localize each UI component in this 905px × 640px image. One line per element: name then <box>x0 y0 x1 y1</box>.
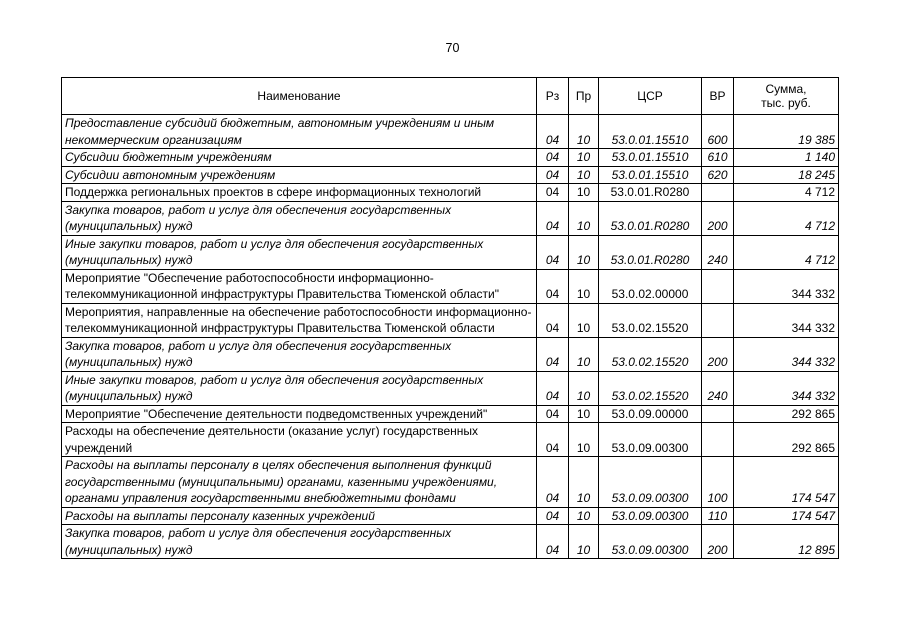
cell-csr: 53.0.02.15520 <box>599 337 702 371</box>
cell-rz: 04 <box>537 525 569 559</box>
cell-name: Иные закупки товаров, работ и услуг для обеспечения государственных (муниципальных) нужд <box>62 235 537 269</box>
table-row <box>62 149 839 167</box>
cell-csr: 53.0.01.15510 <box>599 149 702 167</box>
cell-rz: 04 <box>537 303 569 337</box>
table-row <box>62 269 839 303</box>
cell-rz: 04 <box>537 405 569 423</box>
table-row <box>62 166 839 184</box>
cell-pr: 10 <box>569 303 599 337</box>
cell-rz: 04 <box>537 149 569 167</box>
cell-sum: 4 712 <box>734 184 839 202</box>
cell-csr: 53.0.09.00300 <box>599 525 702 559</box>
cell-name: Закупка товаров, работ и услуг для обеспечения государственных (муниципальных) нужд <box>62 337 537 371</box>
cell-vr: 200 <box>702 337 734 371</box>
header-name: Наименование <box>62 78 537 115</box>
cell-pr: 10 <box>569 507 599 525</box>
cell-sum: 12 895 <box>734 525 839 559</box>
cell-csr: 53.0.01.R0280 <box>599 201 702 235</box>
cell-vr <box>702 269 734 303</box>
page-number: 70 <box>445 41 460 55</box>
cell-vr: 600 <box>702 115 734 149</box>
cell-pr: 10 <box>569 166 599 184</box>
cell-pr: 10 <box>569 269 599 303</box>
cell-pr: 10 <box>569 457 599 508</box>
table-row <box>62 457 839 508</box>
cell-sum: 292 865 <box>734 405 839 423</box>
table-header-row <box>62 78 839 115</box>
cell-vr <box>702 405 734 423</box>
cell-sum: 344 332 <box>734 371 839 405</box>
cell-name: Расходы на выплаты персоналу в целях обеспечения выполнения функций государственными (муниципальными) органами, казенными учреждениями, органами управления государственными внебюджетными фондами <box>62 457 537 508</box>
cell-vr: 200 <box>702 201 734 235</box>
cell-pr: 10 <box>569 235 599 269</box>
cell-name: Расходы на обеспечение деятельности (оказание услуг) государственных учреждений <box>62 423 537 457</box>
cell-name: Мероприятия, направленные на обеспечение работоспособности информационно-телекоммуникационной инфраструктуры Правительства Тюменской области <box>62 303 537 337</box>
cell-sum: 344 332 <box>734 303 839 337</box>
cell-name: Мероприятие "Обеспечение деятельности подведомственных учреждений" <box>62 405 537 423</box>
table-row <box>62 507 839 525</box>
cell-pr: 10 <box>569 149 599 167</box>
cell-name: Предоставление субсидий бюджетным, автономным учреждениям и иным некоммерческим организациям <box>62 115 537 149</box>
cell-csr: 53.0.09.00300 <box>599 457 702 508</box>
cell-pr: 10 <box>569 201 599 235</box>
header-sum-line2: тыс. руб. <box>761 96 811 110</box>
header-sum <box>734 78 839 115</box>
cell-vr: 620 <box>702 166 734 184</box>
cell-vr: 110 <box>702 507 734 525</box>
cell-name: Расходы на выплаты персоналу казенных учреждений <box>62 507 537 525</box>
cell-sum: 174 547 <box>734 457 839 508</box>
cell-name: Субсидии бюджетным учреждениям <box>62 149 537 167</box>
cell-rz: 04 <box>537 371 569 405</box>
cell-sum: 1 140 <box>734 149 839 167</box>
cell-csr: 53.0.09.00300 <box>599 507 702 525</box>
cell-vr: 240 <box>702 235 734 269</box>
cell-sum: 174 547 <box>734 507 839 525</box>
cell-pr: 10 <box>569 423 599 457</box>
cell-csr: 53.0.02.15520 <box>599 303 702 337</box>
cell-csr: 53.0.02.00000 <box>599 269 702 303</box>
header-pr: Пр <box>569 78 599 115</box>
cell-rz: 04 <box>537 457 569 508</box>
cell-rz: 04 <box>537 507 569 525</box>
cell-vr <box>702 423 734 457</box>
cell-name: Субсидии автономным учреждениям <box>62 166 537 184</box>
cell-csr: 53.0.02.15520 <box>599 371 702 405</box>
cell-sum: 18 245 <box>734 166 839 184</box>
cell-vr <box>702 184 734 202</box>
cell-name: Мероприятие "Обеспечение работоспособности информационно-телекоммуникационной инфраструктуры Правительства Тюменской области" <box>62 269 537 303</box>
cell-name: Закупка товаров, работ и услуг для обеспечения государственных (муниципальных) нужд <box>62 201 537 235</box>
budget-table <box>61 77 839 559</box>
cell-vr: 200 <box>702 525 734 559</box>
cell-csr: 53.0.01.15510 <box>599 166 702 184</box>
cell-name: Закупка товаров, работ и услуг для обеспечения государственных (муниципальных) нужд <box>62 525 537 559</box>
cell-pr: 10 <box>569 115 599 149</box>
cell-csr: 53.0.01.R0280 <box>599 235 702 269</box>
header-vr: ВР <box>702 78 734 115</box>
table-row <box>62 405 839 423</box>
cell-name: Поддержка региональных проектов в сфере информационных технологий <box>62 184 537 202</box>
table-row <box>62 525 839 559</box>
cell-rz: 04 <box>537 115 569 149</box>
cell-rz: 04 <box>537 166 569 184</box>
cell-rz: 04 <box>537 235 569 269</box>
header-rz: Рз <box>537 78 569 115</box>
cell-csr: 53.0.09.00000 <box>599 405 702 423</box>
cell-pr: 10 <box>569 525 599 559</box>
cell-sum: 344 332 <box>734 269 839 303</box>
cell-sum: 19 385 <box>734 115 839 149</box>
cell-vr: 100 <box>702 457 734 508</box>
cell-rz: 04 <box>537 269 569 303</box>
header-csr: ЦСР <box>599 78 702 115</box>
table-row <box>62 303 839 337</box>
cell-rz: 04 <box>537 184 569 202</box>
cell-vr: 610 <box>702 149 734 167</box>
header-sum-line1: Сумма, <box>765 82 807 96</box>
table-row <box>62 423 839 457</box>
cell-pr: 10 <box>569 184 599 202</box>
cell-pr: 10 <box>569 337 599 371</box>
cell-vr: 240 <box>702 371 734 405</box>
cell-csr: 53.0.01.R0280 <box>599 184 702 202</box>
cell-vr <box>702 303 734 337</box>
table-row <box>62 337 839 371</box>
cell-sum: 4 712 <box>734 235 839 269</box>
cell-name: Иные закупки товаров, работ и услуг для обеспечения государственных (муниципальных) нужд <box>62 371 537 405</box>
cell-rz: 04 <box>537 423 569 457</box>
cell-sum: 4 712 <box>734 201 839 235</box>
table-row <box>62 184 839 202</box>
cell-csr: 53.0.09.00300 <box>599 423 702 457</box>
table-row <box>62 115 839 149</box>
table-row <box>62 371 839 405</box>
table-row <box>62 235 839 269</box>
cell-pr: 10 <box>569 405 599 423</box>
table-row <box>62 201 839 235</box>
cell-sum: 344 332 <box>734 337 839 371</box>
cell-csr: 53.0.01.15510 <box>599 115 702 149</box>
cell-sum: 292 865 <box>734 423 839 457</box>
cell-rz: 04 <box>537 337 569 371</box>
cell-pr: 10 <box>569 371 599 405</box>
cell-rz: 04 <box>537 201 569 235</box>
